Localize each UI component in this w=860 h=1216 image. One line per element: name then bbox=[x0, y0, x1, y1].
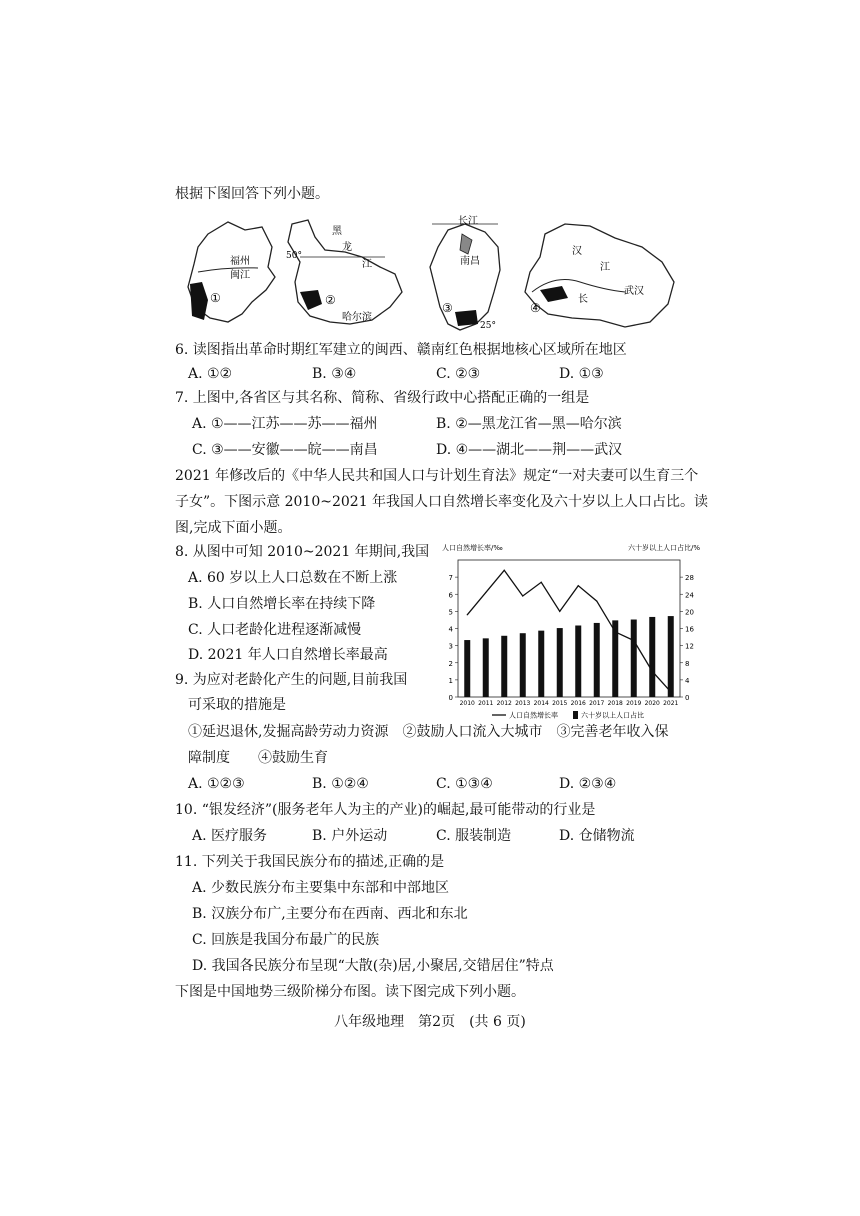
x-tick-label: 2018 bbox=[607, 700, 623, 707]
right-tick-label: 8 bbox=[685, 659, 690, 668]
bar-60plus-2020 bbox=[649, 617, 655, 697]
map-heilongjiang bbox=[286, 220, 402, 324]
map3-label-nanchang: 南昌 bbox=[460, 256, 480, 267]
point-natural-growth-2010 bbox=[467, 614, 468, 615]
region-3-shade bbox=[455, 310, 478, 326]
q8-option-b: B. 人口自然增长率在持续下降 bbox=[188, 596, 376, 612]
right-tick-label: 16 bbox=[685, 625, 694, 634]
map3-label-changjiang: 长江 bbox=[458, 216, 478, 227]
left-tick-label: 6 bbox=[448, 591, 453, 600]
intro-text-1: 根据下图回答下列小题。 bbox=[175, 186, 329, 202]
map3-label-num: ③ bbox=[442, 301, 453, 315]
point-natural-growth-2015 bbox=[559, 611, 560, 612]
chart-right-axis-label: 六十岁以上人口占比/% bbox=[627, 544, 700, 552]
map2-label-2: 龙 bbox=[342, 242, 352, 253]
q10-stem: 10. “银发经济”(服务老年人为主的产业)的崛起,最可能带动的行业是 bbox=[175, 802, 596, 818]
q10-option-c: C. 服装制造 bbox=[436, 828, 512, 844]
line-natural-growth bbox=[467, 570, 671, 692]
x-tick-label: 2016 bbox=[570, 700, 586, 707]
chart-left-axis-label: 人口自然增长率/‰ bbox=[442, 544, 503, 552]
left-tick-label: 1 bbox=[448, 676, 453, 685]
right-tick-label: 24 bbox=[685, 591, 694, 600]
q8-option-d: D. 2021 年人口自然增长率最高 bbox=[188, 647, 388, 663]
q9-stem-line1: 9. 为应对老龄化产生的问题,目前我国 bbox=[175, 672, 408, 688]
bar-60plus-2015 bbox=[557, 628, 563, 697]
intro-text-2-line2: 子女”。下图示意 2010~2021 年我国人口自然增长率变化及六十岁以上人口占比。读 bbox=[175, 494, 709, 510]
q10-option-a: A. 医疗服务 bbox=[192, 828, 268, 844]
right-tick-label: 28 bbox=[685, 574, 694, 583]
bar-60plus-2014 bbox=[538, 631, 544, 697]
q7-option-d: D. ④——湖北——荆——武汉 bbox=[436, 442, 623, 458]
q11-option-b: B. 汉族分布广,主要分布在西南、西北和东北 bbox=[192, 906, 468, 922]
q8-stem: 8. 从图中可知 2010~2021 年期间,我国 bbox=[175, 544, 430, 560]
q11-option-a: A. 少数民族分布主要集中东部和中部地区 bbox=[192, 880, 450, 896]
q8-option-a: A. 60 岁以上人口总数在不断上涨 bbox=[188, 570, 398, 586]
q10-option-d: D. 仓储物流 bbox=[559, 828, 635, 844]
q7-option-a: A. ①——江苏——苏——福州 bbox=[192, 416, 378, 432]
bar-60plus-2019 bbox=[631, 620, 637, 697]
legend-bar-swatch bbox=[573, 711, 578, 719]
q9-option-d: D. ②③④ bbox=[559, 776, 617, 792]
point-natural-growth-2011 bbox=[485, 592, 486, 593]
map-hubei bbox=[525, 224, 674, 327]
map2-label-harbin: 哈尔滨 bbox=[342, 312, 372, 323]
page-footer: 八年级地理 第2页 (共 6 页) bbox=[334, 1014, 526, 1030]
legend-bar-label: 六十岁以上人口占比 bbox=[581, 711, 644, 720]
right-tick-label: 4 bbox=[685, 676, 690, 685]
region-4-shade bbox=[540, 286, 568, 302]
point-natural-growth-2012 bbox=[504, 570, 505, 571]
population-chart bbox=[440, 540, 702, 722]
left-tick-label: 2 bbox=[448, 659, 453, 668]
map4-label-3: 长 bbox=[578, 294, 588, 305]
q7-stem: 7. 上图中,各省区与其名称、简称、省级行政中心搭配正确的一组是 bbox=[175, 390, 590, 406]
intro-text-3: 下图是中国地势三级阶梯分布图。读下图完成下列小题。 bbox=[175, 984, 525, 1000]
q8-option-c: C. 人口老龄化进程逐渐减慢 bbox=[188, 622, 362, 638]
intro-text-2-line3: 图,完成下面小题。 bbox=[175, 520, 292, 536]
bar-60plus-2013 bbox=[520, 633, 526, 697]
bar-60plus-2010 bbox=[464, 640, 470, 697]
map2-label-1: 黑 bbox=[332, 226, 342, 237]
x-tick-label: 2012 bbox=[496, 700, 512, 707]
x-tick-label: 2021 bbox=[663, 700, 679, 707]
province-maps bbox=[180, 212, 680, 337]
map3-label-lat: 25° bbox=[480, 321, 496, 331]
q6-option-c: C. ②③ bbox=[436, 366, 481, 382]
bar-60plus-2012 bbox=[501, 636, 507, 697]
map2-label-lat: 50° bbox=[286, 251, 302, 261]
q9-option-a: A. ①②③ bbox=[188, 776, 245, 792]
x-tick-label: 2019 bbox=[626, 700, 642, 707]
x-tick-label: 2013 bbox=[515, 700, 531, 707]
bar-60plus-2011 bbox=[483, 638, 489, 697]
q11-stem: 11. 下列关于我国民族分布的描述,正确的是 bbox=[175, 854, 445, 870]
q6-option-a: A. ①② bbox=[188, 366, 233, 382]
map4-label-num: ④ bbox=[530, 301, 541, 315]
x-tick-label: 2017 bbox=[589, 700, 605, 707]
right-tick-label: 20 bbox=[685, 608, 694, 617]
q9-option-c: C. ①③④ bbox=[436, 776, 493, 792]
point-natural-growth-2019 bbox=[633, 640, 634, 641]
map-fujian bbox=[188, 222, 275, 322]
bar-60plus-2017 bbox=[594, 623, 600, 697]
map2-label-3: 江 bbox=[362, 259, 372, 270]
chart-frame bbox=[458, 560, 680, 697]
q9-items-line1: ①延迟退休,发掘高龄劳动力资源 ②鼓励人口流入大城市 ③完善老年收入保 bbox=[188, 724, 669, 740]
q9-stem-line2: 可采取的措施是 bbox=[188, 697, 286, 713]
point-natural-growth-2020 bbox=[652, 671, 653, 672]
map1-label-fuzhou: 福州 bbox=[230, 256, 250, 267]
map-jiangxi bbox=[430, 215, 500, 331]
point-natural-growth-2013 bbox=[522, 595, 523, 596]
bar-60plus-2021 bbox=[668, 616, 674, 697]
map1-label-num: ① bbox=[210, 291, 221, 305]
point-natural-growth-2017 bbox=[596, 601, 597, 602]
left-tick-label: 3 bbox=[448, 642, 453, 651]
q9-items-line2: 障制度 ④鼓励生育 bbox=[188, 750, 328, 766]
right-tick-label: 12 bbox=[685, 642, 694, 651]
x-tick-label: 2010 bbox=[459, 700, 475, 707]
point-natural-growth-2018 bbox=[615, 631, 616, 632]
x-tick-label: 2015 bbox=[552, 700, 568, 707]
x-tick-label: 2014 bbox=[533, 700, 549, 707]
left-tick-label: 5 bbox=[448, 608, 453, 617]
map2-label-num: ② bbox=[325, 293, 336, 307]
q11-option-d: D. 我国各民族分布呈现“大散(杂)居,小聚居,交错居住”特点 bbox=[192, 958, 554, 974]
intro-text-2-line1: 2021 年修改后的《中华人民共和国人口与计划生育法》规定“一对夫妻可以生育三个 bbox=[175, 468, 699, 484]
x-tick-label: 2020 bbox=[644, 700, 660, 707]
point-natural-growth-2014 bbox=[541, 582, 542, 583]
left-tick-label: 0 bbox=[448, 694, 453, 702]
legend-line-label: 人口自然增长率 bbox=[509, 711, 558, 720]
map1-label-minjiang: 闽江 bbox=[230, 270, 250, 281]
q7-option-b: B. ②—黑龙江省—黑—哈尔滨 bbox=[436, 416, 622, 432]
region-2-shade bbox=[300, 290, 322, 310]
q7-option-c: C. ③——安徽——皖——南昌 bbox=[192, 442, 378, 458]
map4-label-wuhan: 武汉 bbox=[624, 286, 644, 297]
left-tick-label: 7 bbox=[448, 574, 453, 583]
bar-60plus-2016 bbox=[575, 626, 581, 697]
q10-option-b: B. 户外运动 bbox=[312, 828, 388, 844]
left-tick-label: 4 bbox=[448, 625, 453, 634]
map4-label-1: 汉 bbox=[572, 246, 582, 257]
q11-option-c: C. 回族是我国分布最广的民族 bbox=[192, 932, 380, 948]
x-tick-label: 2011 bbox=[478, 700, 494, 707]
q6-option-d: D. ①③ bbox=[559, 366, 604, 382]
q9-option-b: B. ①②④ bbox=[312, 776, 369, 792]
right-tick-label: 0 bbox=[685, 694, 690, 702]
map4-label-2: 江 bbox=[600, 262, 610, 273]
q6-stem: 6. 读图指出革命时期红军建立的闽西、赣南红色根据地核心区域所在地区 bbox=[175, 342, 627, 358]
point-natural-growth-2021 bbox=[670, 691, 671, 692]
point-natural-growth-2016 bbox=[578, 585, 579, 586]
q6-option-b: B. ③④ bbox=[312, 366, 357, 382]
